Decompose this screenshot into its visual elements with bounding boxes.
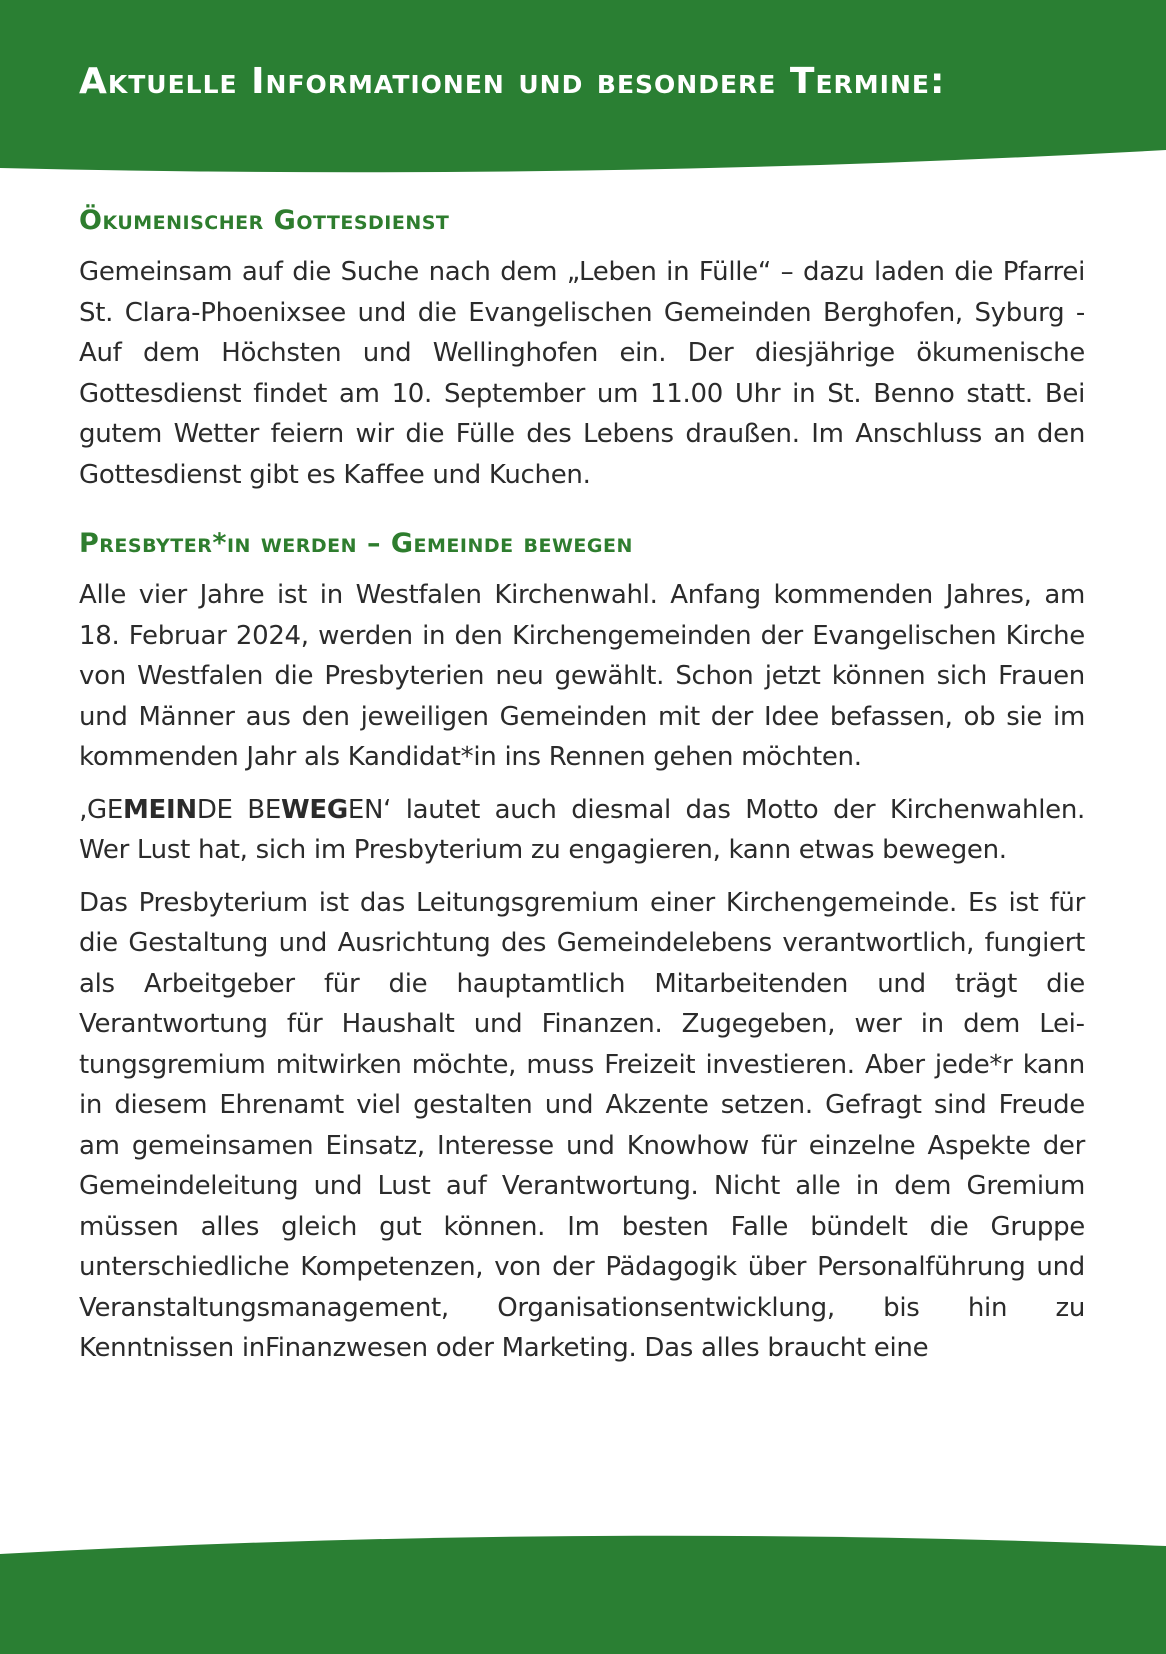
page-title: Aktuelle Informationen und besondere Termine: [79,61,946,102]
paragraph: Alle vier Jahre ist in Westfalen Kirchenwahl. Anfang kommenden Jahres, am 18. Februar 2024, werden in den Kirchengemeinden der Evangelischen Kirche von Westfalen die Presbyterien neu gewählt. Schon jetzt können sich Frauen und Männer aus den jeweiligen Gemeinden mit der Idee befassen, ob sie im kommenden Jahr als Kandidat*in ins Rennen gehen möchten. [79,580,1085,772]
section-heading: Presbyter*in werden – Gemeinde bewegen [79,528,633,559]
section-heading: Ökumenischer Gottesdienst [79,205,450,236]
section-oekumenischer-gottesdienst [79,202,1085,495]
main-content [79,202,1085,1381]
motto-paragraph [79,790,1085,871]
footer-band [0,1524,1166,1654]
motto-part: GE [86,794,123,825]
motto-part: EN [347,794,384,825]
section-presbyter-werden [79,525,1085,1369]
motto-rest: ‘ lautet auch diesmal das Motto der Kirchenwahlen. Wer Lust hat, sich im Presbyterium zu engagieren, kann etwas bewegen. [79,794,1085,865]
paragraph: Das Presbyterium ist das Leitungsgremium einer Kirchengemeinde. Es ist für die Gestaltung und Ausrichtung des Gemeindelebens verantwortlich, fungiert als Arbeitgeber für die hauptamtlich Mitarbeitenden und trägt die Verantwortung für Haushalt und Finanzen. Zugegeben, wer in dem Leitungsgremium mitwirken möchte, muss Freizeit investieren. Aber jede*r kann in diesem Ehrenamt viel gestalten und Akzente setzen. Gefragt sind Freude am gemeinsamen Einsatz, Interesse und Knowhow für einzelne Aspekte der Gemeindeleitung und Lust auf Verantwortung. Nicht alle in dem Gremium müssen alles gleich gut können. Im besten Falle bündelt die Gruppe unterschiedliche Kompetenzen, von der Pädagogik über Personalführung und Veranstaltungsmanagement, Organisationsentwicklung, bis hin zu Kenntnissen inFinanzwesen oder Marketing. Das alles braucht eine [79,887,1085,1363]
motto-part-bold: WEG [280,794,348,825]
motto-part-bold: MEIN [122,794,197,825]
paragraph: Gemeinsam auf die Suche nach dem „Leben in Fülle“ – dazu laden die Pfarrei St. Clara-Phoenixsee und die Evangelischen Gemeinden Berghofen, Syburg - Auf dem Höchsten und Wellinghofen ein. Der diesjährige ökumenische Gottesdienst findet am 10. September um 11.00 Uhr in St. Benno statt. Bei gutem Wetter feiern wir die Fülle des Lebens draußen. Im Anschluss an den Gottesdienst gibt es Kaffee und Kuchen. [79,257,1085,490]
motto-part: DE BE [196,794,281,825]
motto-open-quote: ‚ [79,794,87,825]
